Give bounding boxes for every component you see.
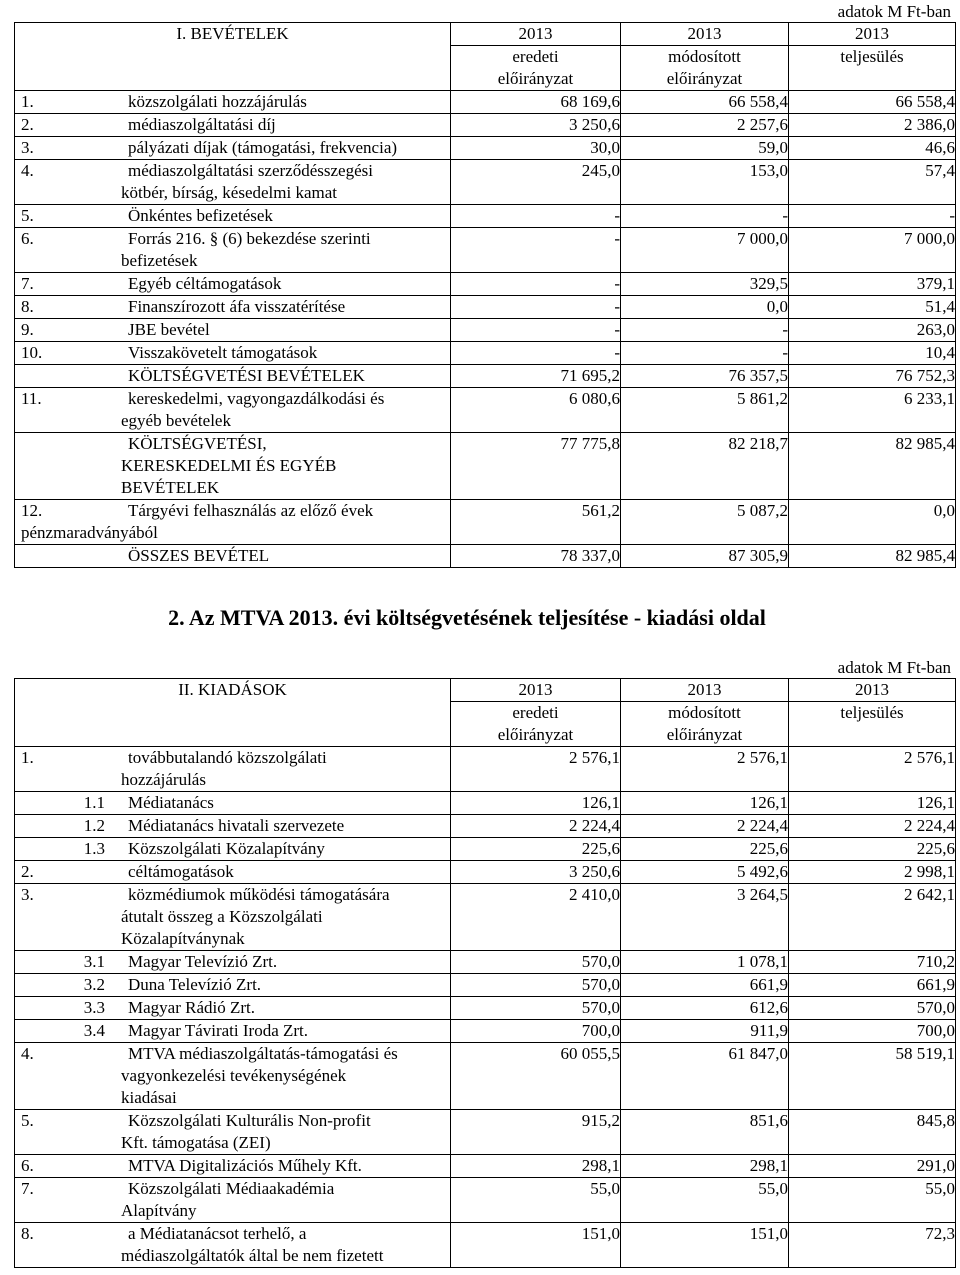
value-modified-estimate: 55,0 [621,1178,789,1223]
row-description-content [15,1155,450,1177]
table-row [15,1110,956,1155]
value-actual: 57,4 [789,160,956,205]
table-title: I. BEVÉTELEK [15,23,451,91]
value-actual: 51,4 [789,296,956,319]
value-actual: - [789,205,956,228]
value-modified-estimate: 2 224,4 [621,815,789,838]
value-actual: 291,0 [789,1155,956,1178]
value-actual: 82 985,4 [789,433,956,500]
row-label-line: közszolgálati hozzájárulás [128,92,307,111]
row-number: 1.1 [83,793,105,812]
value-actual: 379,1 [789,273,956,296]
value-actual: 6 233,1 [789,388,956,433]
row-number: 1. [21,92,34,111]
table-header [15,23,956,91]
value-actual: 72,3 [789,1223,956,1268]
row-description [15,951,451,974]
column-label [789,46,956,91]
row-description [15,747,451,792]
row-number: 1.2 [83,816,105,835]
row-description-content [15,319,450,341]
column-year: 2013 [451,23,621,46]
row-number: 11. [21,389,42,408]
table-body [15,91,956,568]
column-year: 2013 [789,679,956,702]
row-label-line: kereskedelmi, vagyongazdálkodási és [128,389,385,408]
value-original-estimate: - [451,296,621,319]
row-number: 9. [21,320,34,339]
row-description [15,884,451,951]
value-original-estimate: 78 337,0 [451,545,621,568]
column-label [621,46,789,91]
table-row [15,838,956,861]
value-modified-estimate: 61 847,0 [621,1043,789,1110]
row-number: 4. [21,1044,34,1063]
value-actual: 700,0 [789,1020,956,1043]
value-modified-estimate: 298,1 [621,1155,789,1178]
row-description [15,838,451,861]
value-modified-estimate: 5 861,2 [621,388,789,433]
value-original-estimate: 68 169,6 [451,91,621,114]
expense-table [14,678,956,1268]
column-label [789,702,956,747]
value-modified-estimate: 66 558,4 [621,91,789,114]
row-label-line: Forrás 216. § (6) bekezdése szerinti [128,229,371,248]
row-description [15,815,451,838]
row-description-content [15,792,450,814]
row-number: 2. [21,862,34,881]
value-modified-estimate: 851,6 [621,1110,789,1155]
column-label [451,46,621,91]
row-number: 8. [21,1224,34,1243]
table-row [15,388,956,433]
value-actual: 2 998,1 [789,861,956,884]
value-original-estimate: 30,0 [451,137,621,160]
value-original-estimate: - [451,319,621,342]
row-description [15,1155,451,1178]
table-row [15,91,956,114]
table-row [15,114,956,137]
row-description-content [15,160,450,204]
value-actual: 2 576,1 [789,747,956,792]
row-label-line: KÖLTSÉGVETÉSI BEVÉTELEK [128,366,365,385]
value-original-estimate: 245,0 [451,160,621,205]
table-row [15,861,956,884]
row-label-line: átutalt összeg a Közszolgálati [121,907,323,926]
row-label-line: MTVA Digitalizációs Műhely Kft. [128,1156,362,1175]
value-actual: 225,6 [789,838,956,861]
row-label-line: Médiatanács [128,793,214,812]
row-description [15,433,451,500]
row-number: 3.4 [83,1021,105,1040]
row-description [15,997,451,1020]
row-label-line: médiaszolgáltatók által be nem fizetett [121,1246,384,1265]
value-modified-estimate: 911,9 [621,1020,789,1043]
column-year: 2013 [621,23,789,46]
value-original-estimate: 2 224,4 [451,815,621,838]
value-original-estimate: 570,0 [451,997,621,1020]
value-original-estimate: 2 410,0 [451,884,621,951]
row-label-line: kiadásai [121,1088,177,1107]
row-label-line: egyéb bevételek [121,411,231,430]
value-actual: 46,6 [789,137,956,160]
table-row [15,792,956,815]
row-description [15,137,451,160]
value-original-estimate: 3 250,6 [451,114,621,137]
table-row [15,545,956,568]
header-year-row [15,679,956,702]
table-row [15,997,956,1020]
row-label-line: Önkéntes befizetések [128,206,273,225]
row-label-line: Közszolgálati Kulturális Non-profit [128,1111,371,1130]
row-description-content [15,884,450,950]
row-description [15,205,451,228]
value-original-estimate: 126,1 [451,792,621,815]
column-label-line: módosított [668,703,741,722]
row-description [15,1178,451,1223]
table-title: II. KIADÁSOK [15,679,451,747]
row-description-content [15,1223,450,1267]
row-description-content [15,861,450,883]
value-modified-estimate: 329,5 [621,273,789,296]
value-original-estimate: 225,6 [451,838,621,861]
row-label-line: ÖSSZES BEVÉTEL [128,546,270,565]
value-original-estimate: 77 775,8 [451,433,621,500]
table-row [15,974,956,997]
row-label-line: pénzmaradványából [21,523,158,542]
row-label-line: MTVA médiaszolgáltatás-támogatási és [128,1044,398,1063]
table-row [15,273,956,296]
value-original-estimate: 6 080,6 [451,388,621,433]
header-year-row [15,23,956,46]
column-label [621,702,789,747]
row-number: 4. [21,161,34,180]
value-actual: 66 558,4 [789,91,956,114]
value-original-estimate: 561,2 [451,500,621,545]
row-description-content [15,91,450,113]
value-modified-estimate: 7 000,0 [621,228,789,273]
value-modified-estimate: 151,0 [621,1223,789,1268]
row-label-line: Magyar Rádió Zrt. [128,998,255,1017]
value-modified-estimate: 2 576,1 [621,747,789,792]
row-label-line: JBE bevétel [128,320,210,339]
value-actual: 55,0 [789,1178,956,1223]
table-row [15,205,956,228]
row-description-content [15,365,450,387]
row-label-line: Alapítvány [121,1201,197,1220]
value-original-estimate: 915,2 [451,1110,621,1155]
value-original-estimate: 151,0 [451,1223,621,1268]
row-number: 3. [21,885,34,904]
value-actual: 82 985,4 [789,545,956,568]
row-description [15,792,451,815]
table-row [15,1155,956,1178]
row-label-line: Közalapítványnak [121,929,245,948]
row-label-line: Közszolgálati Közalapítvány [128,839,325,858]
column-label-line: előirányzat [497,725,574,744]
row-number: 10. [21,343,43,362]
row-description-content [15,974,450,996]
value-actual: 58 519,1 [789,1043,956,1110]
row-description [15,1043,451,1110]
row-label-line: KÖLTSÉGVETÉSI, [128,434,267,453]
table-row [15,884,956,951]
value-modified-estimate: - [621,342,789,365]
row-description-content [15,997,450,1019]
table-row [15,951,956,974]
value-original-estimate: 570,0 [451,951,621,974]
value-modified-estimate: 0,0 [621,296,789,319]
row-label-line: a Médiatanácsot terhelő, a [128,1224,307,1243]
table-row [15,137,956,160]
value-actual: 263,0 [789,319,956,342]
row-label-line: médiaszolgáltatási szerződésszegési [128,161,373,180]
row-label-line: Egyéb céltámogatások [128,274,282,293]
section-heading: 2. Az MTVA 2013. évi költségvetésének teljesítése - kiadási oldal [168,605,766,630]
row-description [15,500,451,545]
value-original-estimate: 55,0 [451,1178,621,1223]
row-description [15,342,451,365]
row-label-line: médiaszolgáltatási díj [128,115,276,134]
row-number: 8. [21,297,34,316]
value-original-estimate: - [451,205,621,228]
column-label-line: előirányzat [497,69,574,88]
row-label-line: Médiatanács hivatali szervezete [128,816,345,835]
row-description [15,974,451,997]
row-description [15,273,451,296]
table-row [15,296,956,319]
value-actual: 126,1 [789,792,956,815]
column-label-line: előirányzat [666,725,743,744]
value-actual: 845,8 [789,1110,956,1155]
row-label-line: továbbutalandó közszolgálati [128,748,327,767]
row-description-content [15,815,450,837]
row-description [15,1223,451,1268]
row-label-line: befizetések [121,251,198,270]
row-label-line: Visszakövetelt támogatások [128,343,318,362]
table-row [15,160,956,205]
row-description [15,296,451,319]
row-description-content [15,545,450,567]
row-number: 7. [21,1179,34,1198]
row-label-line: kötbér, bírság, késedelmi kamat [121,183,338,202]
row-label-line: hozzájárulás [121,770,206,789]
row-number: 3.1 [83,952,105,971]
value-actual: 661,9 [789,974,956,997]
row-description [15,545,451,568]
unit-note: adatok M Ft-ban [837,2,951,21]
row-description [15,114,451,137]
row-label-line: Magyar Televízió Zrt. [128,952,278,971]
row-label-line: Magyar Távirati Iroda Zrt. [128,1021,309,1040]
value-modified-estimate: 1 078,1 [621,951,789,974]
column-year: 2013 [451,679,621,702]
column-year: 2013 [621,679,789,702]
row-description-content [15,273,450,295]
table-row [15,319,956,342]
row-description-content [15,296,450,318]
row-description-content [15,1178,450,1222]
row-number: 1.3 [83,839,105,858]
value-actual: 7 000,0 [789,228,956,273]
value-actual: 570,0 [789,997,956,1020]
row-description [15,91,451,114]
value-original-estimate: 2 576,1 [451,747,621,792]
row-description [15,365,451,388]
value-original-estimate: 3 250,6 [451,861,621,884]
column-label-line: eredeti [512,47,559,66]
row-description-content [15,137,450,159]
table-row [15,1223,956,1268]
value-modified-estimate: 3 264,5 [621,884,789,951]
row-number: 3. [21,138,34,157]
row-number: 12. [21,501,43,520]
row-description-content [15,342,450,364]
row-label-line: KERESKEDELMI ÉS EGYÉB [121,456,337,475]
column-year: 2013 [789,23,956,46]
row-label-line: Finanszírozott áfa visszatérítése [128,297,346,316]
value-modified-estimate: 225,6 [621,838,789,861]
table-row [15,342,956,365]
row-description-content [15,114,450,136]
row-label-line: Kft. támogatása (ZEI) [121,1133,271,1152]
value-original-estimate: 71 695,2 [451,365,621,388]
value-actual: 76 752,3 [789,365,956,388]
revenue-table [14,22,956,568]
column-label-line: teljesülés [840,703,904,722]
row-description-content [15,1043,450,1109]
value-original-estimate: - [451,273,621,296]
value-actual: 10,4 [789,342,956,365]
column-label-line: teljesülés [840,47,904,66]
table-row [15,815,956,838]
table-body [15,747,956,1268]
row-description [15,861,451,884]
row-label-line: Közszolgálati Médiaakadémia [128,1179,335,1198]
value-actual: 2 642,1 [789,884,956,951]
value-actual: 710,2 [789,951,956,974]
row-description-content [15,951,450,973]
table-row [15,365,956,388]
value-original-estimate: - [451,228,621,273]
row-number: 7. [21,274,34,293]
value-modified-estimate: - [621,319,789,342]
value-actual: 0,0 [789,500,956,545]
table-header [15,679,956,747]
row-description-content [15,747,450,791]
row-description [15,228,451,273]
row-description [15,1110,451,1155]
value-modified-estimate: 661,9 [621,974,789,997]
value-modified-estimate: 612,6 [621,997,789,1020]
column-label [451,702,621,747]
row-description-content [15,1110,450,1154]
row-label-line: pályázati díjak (támogatási, frekvencia) [128,138,398,157]
column-label-line: előirányzat [666,69,743,88]
row-number: 3.2 [83,975,105,994]
table-row [15,433,956,500]
row-label-line: BEVÉTELEK [121,478,220,497]
row-label-line: közmédiumok működési támogatására [128,885,390,904]
value-actual: 2 224,4 [789,815,956,838]
row-description-content [15,838,450,860]
row-description-content [15,388,450,432]
row-number: 6. [21,1156,34,1175]
value-original-estimate: 700,0 [451,1020,621,1043]
value-original-estimate: 60 055,5 [451,1043,621,1110]
row-label-line: céltámogatások [128,862,234,881]
value-original-estimate: - [451,342,621,365]
value-modified-estimate: 126,1 [621,792,789,815]
row-description-content [15,228,450,272]
table-row [15,1178,956,1223]
row-number: 2. [21,115,34,134]
row-description [15,388,451,433]
unit-note: adatok M Ft-ban [837,658,951,677]
value-modified-estimate: 59,0 [621,137,789,160]
value-modified-estimate: 76 357,5 [621,365,789,388]
row-number: 3.3 [83,998,105,1017]
value-original-estimate: 570,0 [451,974,621,997]
value-actual: 2 386,0 [789,114,956,137]
row-number: 5. [21,206,34,225]
value-modified-estimate: - [621,205,789,228]
value-modified-estimate: 153,0 [621,160,789,205]
table-row [15,1043,956,1110]
value-modified-estimate: 5 087,2 [621,500,789,545]
column-label-line: módosított [668,47,741,66]
row-description-content [15,1020,450,1042]
value-modified-estimate: 87 305,9 [621,545,789,568]
column-label-line: eredeti [512,703,559,722]
row-label-line: Tárgyévi felhasználás az előző évek [128,501,374,520]
value-original-estimate: 298,1 [451,1155,621,1178]
table-row [15,747,956,792]
row-description-content [15,433,450,499]
row-label-line: vagyonkezelési tevékenységének [121,1066,347,1085]
value-modified-estimate: 2 257,6 [621,114,789,137]
row-description [15,319,451,342]
value-modified-estimate: 5 492,6 [621,861,789,884]
row-description [15,160,451,205]
row-number: 5. [21,1111,34,1130]
table-row [15,1020,956,1043]
value-modified-estimate: 82 218,7 [621,433,789,500]
table-row [15,500,956,545]
row-description-content [15,205,450,227]
row-number: 6. [21,229,34,248]
row-number: 1. [21,748,34,767]
row-description [15,1020,451,1043]
row-label-line: Duna Televízió Zrt. [128,975,262,994]
row-description-content [15,500,450,544]
table-row [15,228,956,273]
